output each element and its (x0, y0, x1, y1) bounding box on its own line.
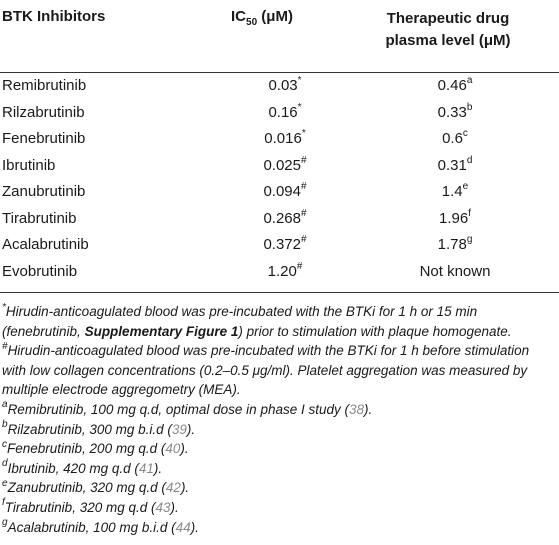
header-plasma-level: Therapeutic drug plasma level (μM) (385, 10, 511, 49)
reference-link[interactable]: 42 (165, 480, 181, 496)
header-btk-inhibitors: BTK Inhibitors (2, 8, 106, 25)
plasma-level-value: 1.96$^f$ (439, 207, 471, 227)
footnote-d: $^d$Ibrutinib, 420 mg q.d (41). (2, 458, 163, 476)
table-row (0, 258, 559, 285)
reference-link[interactable]: 41 (138, 460, 154, 476)
table-header-row (0, 2, 559, 72)
ic50-value: 0.372# (263, 234, 307, 254)
table-footnotes (2, 302, 554, 537)
footnote-f: $^f$Tirabrutinib, 320 mg q.d (43). (2, 497, 179, 515)
reference-link[interactable]: 39 (171, 421, 187, 437)
btk-inhibitor-table (0, 2, 559, 285)
table-row (0, 72, 559, 99)
inhibitor-name: Tirabrutinib (2, 209, 77, 227)
plasma-level-value: 0.6$^c$ (442, 128, 468, 148)
table-row (0, 99, 559, 126)
ic50-value: 0.094# (263, 181, 307, 201)
inhibitor-name: Fenebrutinib (2, 130, 86, 148)
plasma-level-value: 0.33$^b$ (437, 101, 473, 121)
ic50-value: 0.16* (268, 101, 302, 121)
table-row (0, 152, 559, 179)
table-row (0, 179, 559, 206)
footnote-g: $^g$Acalabrutinib, 100 mg b.i.d (44). (2, 517, 199, 535)
table-row (0, 232, 559, 259)
table-row (0, 126, 559, 153)
inhibitor-name: Evobrutinib (2, 262, 78, 280)
footnote-b: $^b$Rilzabrutinib, 300 mg b.i.d (39). (2, 419, 196, 437)
inhibitor-name: Rilzabrutinib (2, 103, 85, 121)
plasma-level-value: Not known (419, 262, 491, 280)
footnote-star: *Hirudin-anticoagulated blood was pre-incubated with the BTKi for 1 h or 15 min (fenebrutinib, Supplementary Figure 1) prior to stimulation with plaque homogenate. (2, 301, 512, 339)
reference-link[interactable]: 38 (349, 401, 365, 417)
table-bottom-rule (0, 292, 559, 293)
inhibitor-name: Remibrutinib (2, 77, 87, 95)
plasma-level-value: 0.31$^d$ (437, 154, 473, 174)
ic50-value: 1.20# (267, 260, 303, 280)
header-ic50: $IC_{50}$ (μM) (231, 8, 293, 28)
reference-link[interactable]: 40 (165, 441, 181, 457)
reference-link[interactable]: 44 (175, 519, 191, 535)
plasma-level-value: 1.78$^g$ (437, 234, 473, 254)
inhibitor-name: Zanubrutinib (2, 183, 86, 201)
footnote-hash: #Hirudin-anticoagulated blood was pre-incubated with the BTKi for 1 h before stimulation with low collagen concentrations (0.2–0.5 μg/ml). Platelet aggregation was measured by multiple electrode aggregometry (MEA). (2, 340, 530, 398)
ic50-value: 0.025# (263, 154, 307, 174)
reference-link[interactable]: 43 (155, 499, 171, 515)
ic50-value: 0.268# (263, 207, 307, 227)
inhibitor-name: Ibrutinib (2, 156, 56, 174)
footnote-a: $^a$Remibrutinib, 100 mg q.d, optimal dose in phase I study (38). (2, 399, 373, 417)
ic50-value: 0.016* (264, 128, 306, 148)
footnote-c: $^c$Fenebrutinib, 200 mg q.d (40). (2, 438, 189, 457)
ic50-value: 0.03* (268, 75, 302, 95)
plasma-level-value: 0.46$^a$ (437, 75, 473, 95)
inhibitor-name: Acalabrutinib (2, 236, 89, 254)
plasma-level-value: 1.4e (441, 181, 469, 201)
footnote-e: $^e$Zanubrutinib, 320 mg q.d (42). (2, 477, 190, 496)
table-row (0, 205, 559, 232)
